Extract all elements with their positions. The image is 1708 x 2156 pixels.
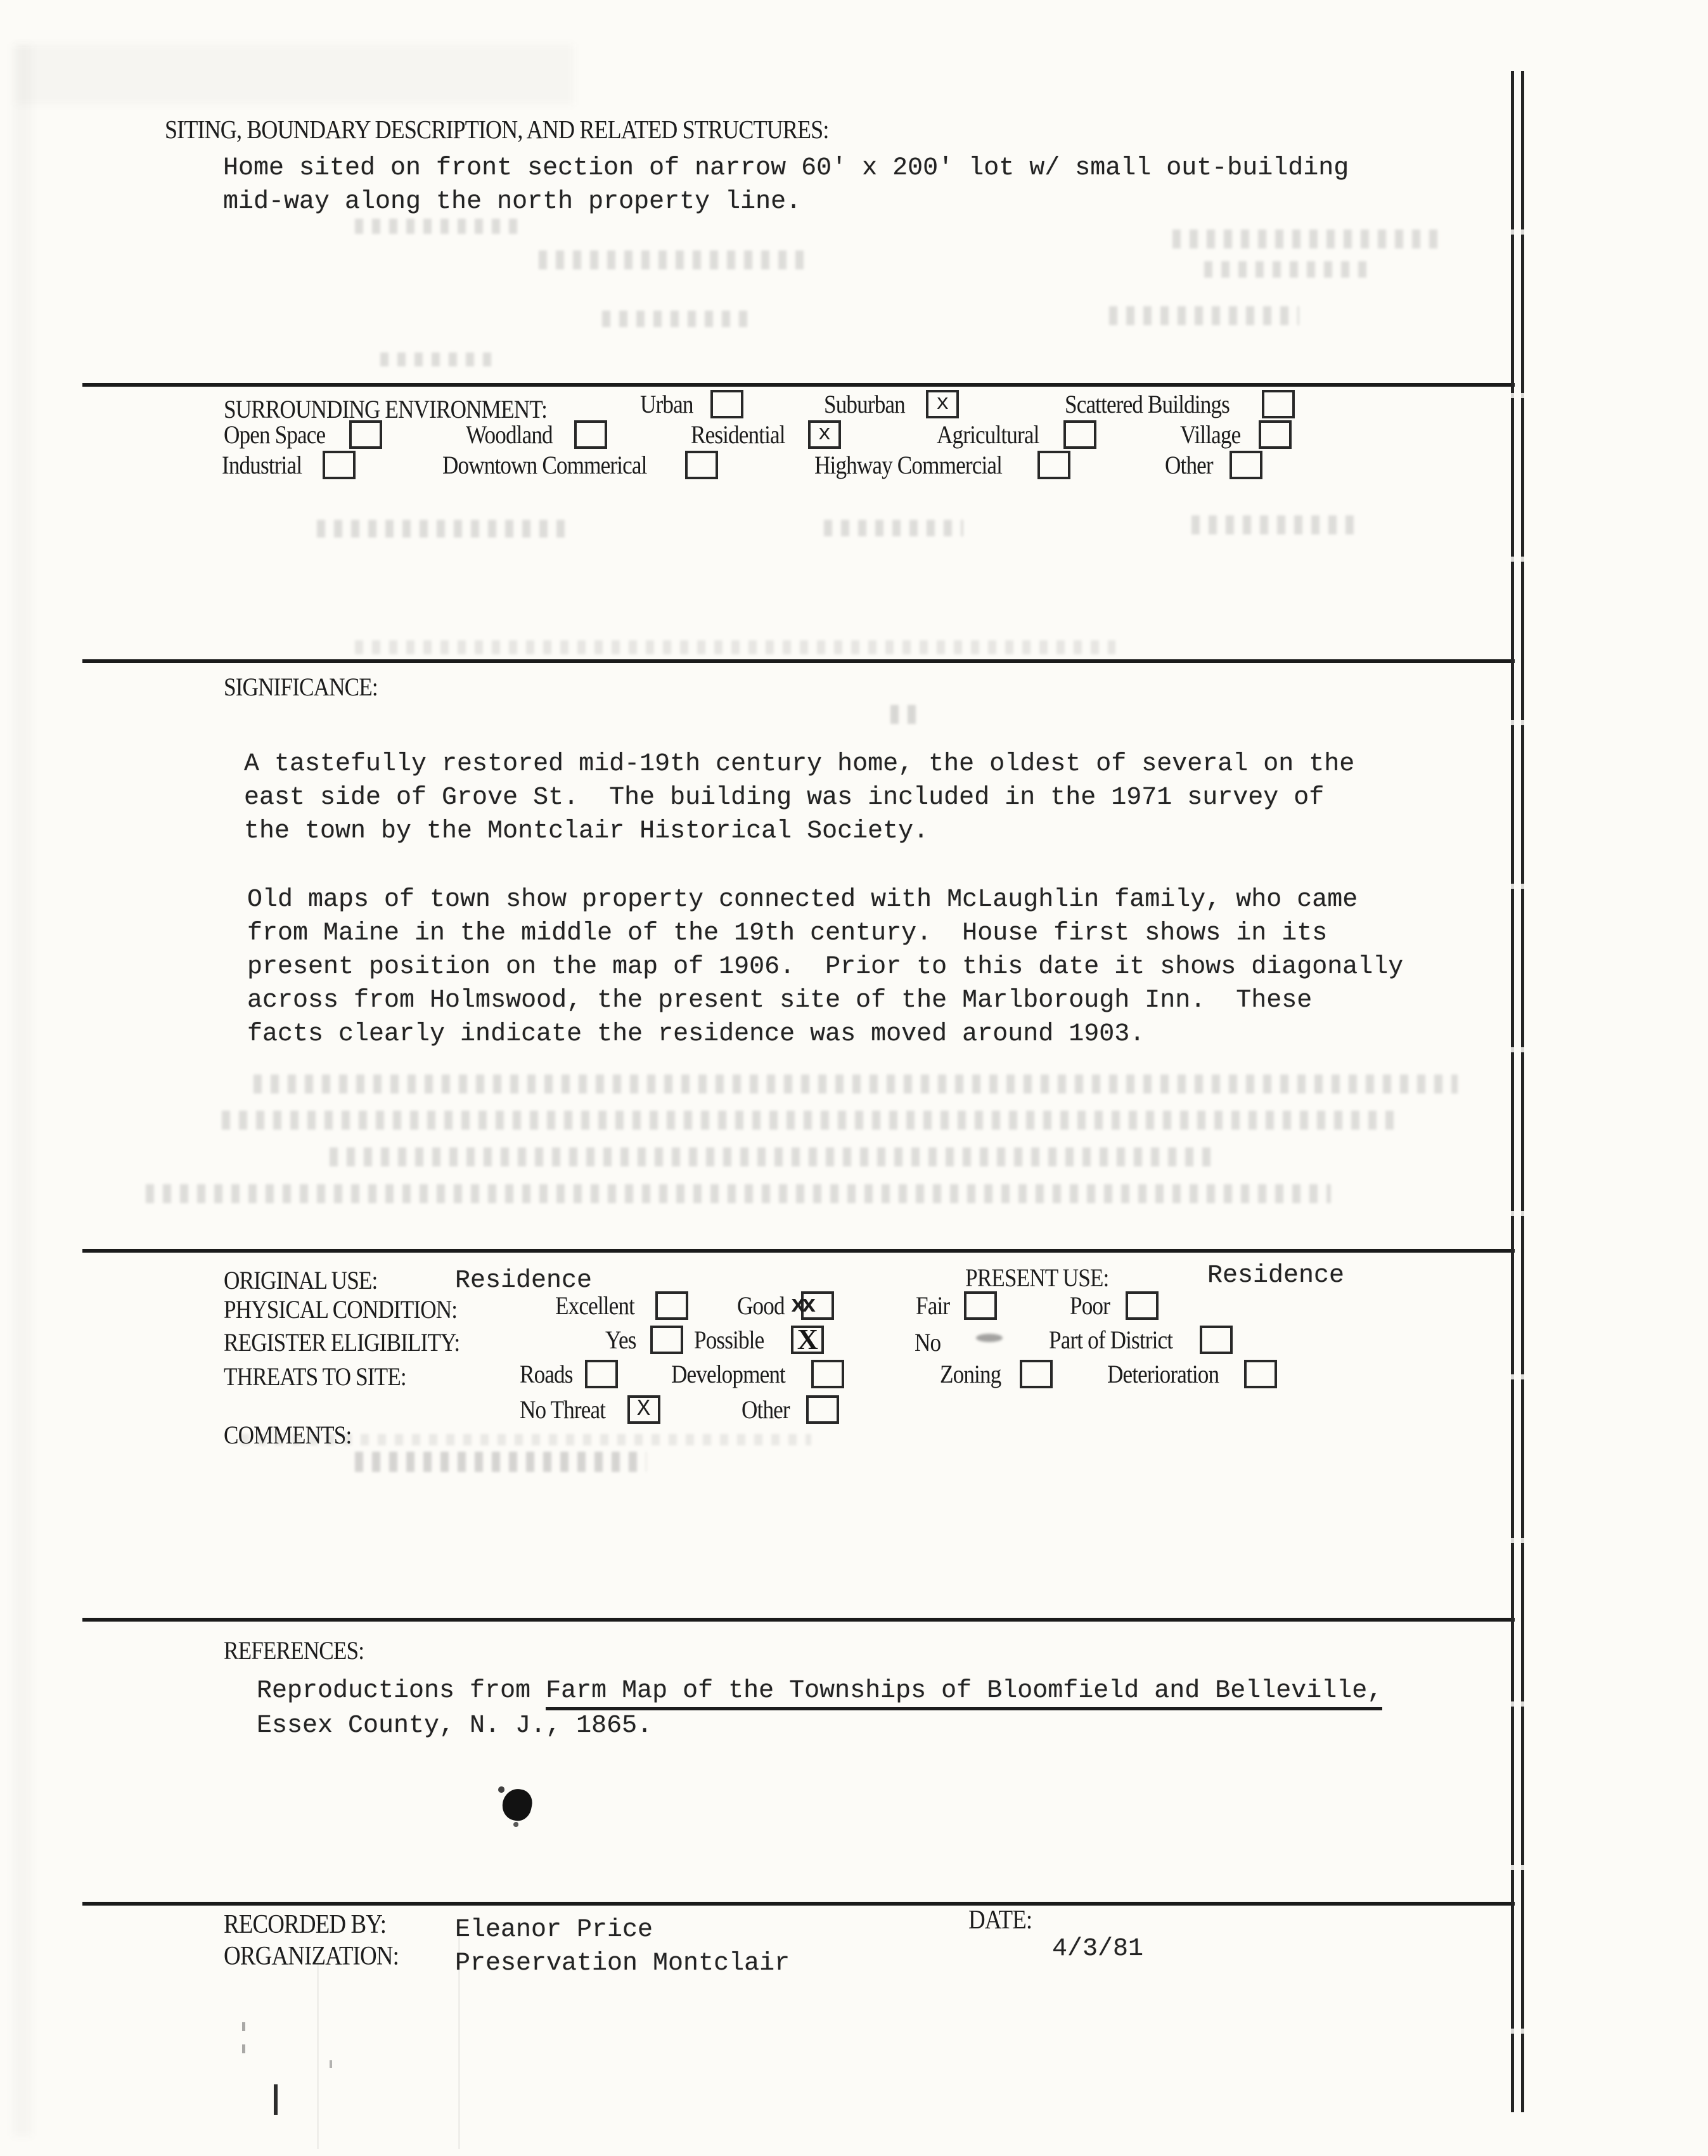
residential-checkbox <box>808 420 841 449</box>
other-environment-checkbox <box>1230 451 1262 479</box>
checkbox-item-yes <box>605 1325 683 1354</box>
fair-checkbox <box>964 1291 997 1320</box>
bleed-through-artifact <box>1191 515 1363 534</box>
significance-p1-line1: A tastefully restored mid-19th century home, the oldest of several on the <box>244 750 1355 778</box>
binding-edge-line <box>1511 71 1514 2112</box>
deterioration-checkbox <box>1244 1360 1277 1388</box>
section-divider <box>82 1618 1515 1622</box>
industrial-checkbox <box>323 451 356 479</box>
checkbox-item-village <box>1180 420 1292 449</box>
bleed-through-artifact <box>330 1147 1217 1166</box>
agricultural-checkbox <box>1063 420 1096 449</box>
checkbox-label: Open Space <box>224 420 326 449</box>
part-of-district-checkbox <box>1200 1326 1233 1354</box>
bleed-through-artifact <box>1172 229 1445 249</box>
siting-text-line2: mid-way along the north property line. <box>223 188 802 216</box>
present-use-value: Residence <box>1207 1262 1345 1290</box>
section-divider <box>82 1249 1515 1253</box>
surrounding-heading: SURROUNDING ENVIRONMENT: <box>224 395 548 423</box>
siting-heading: SITING, BOUNDARY DESCRIPTION, AND RELATED STRUCTURES: <box>165 115 829 144</box>
checkbox-label: Agricultural <box>937 420 1039 449</box>
bleed-through-artifact <box>380 352 494 366</box>
checkbox-item-suburban <box>824 389 959 418</box>
significance-p2-line5: facts clearly indicate the residence was moved around 1903. <box>247 1020 1145 1049</box>
section-divider <box>82 659 1515 663</box>
checkbox-item-other-threat <box>742 1395 839 1424</box>
ink-blot <box>499 1786 534 1823</box>
woodland-checkbox <box>574 420 607 449</box>
checkbox-label: Urban <box>640 389 693 418</box>
checkbox-label: Highway Commercial <box>814 450 1002 479</box>
checkbox-item-highway-commercial <box>814 450 1070 479</box>
checkbox-item-scattered-buildings <box>1065 389 1295 418</box>
bleed-through-artifact <box>1204 261 1369 278</box>
checkbox-item-no-threat <box>520 1395 660 1424</box>
speck-artifact <box>330 2060 332 2068</box>
significance-p2-line1: Old maps of town show property connected with McLaughlin family, who came <box>247 886 1358 914</box>
organization-label: ORGANIZATION: <box>224 1942 399 1971</box>
siting-text-line1: Home sited on front section of narrow 60' x 200' lot w/ small out-building <box>223 154 1349 183</box>
x-mark: X <box>636 1396 651 1422</box>
checkbox-label: Residential <box>691 420 785 449</box>
date-value: 4/3/81 <box>1052 1935 1144 1963</box>
checkbox-item-open-space <box>224 420 382 449</box>
bleed-through-artifact <box>602 311 748 327</box>
checkbox-label: Deterioration <box>1107 1359 1219 1388</box>
significance-p2-line3: present position on the map of 1906. Prior to this date it shows diagonally <box>247 953 1404 981</box>
zoning-checkbox <box>1020 1360 1053 1388</box>
open-space-checkbox <box>349 420 382 449</box>
checkbox-item-downtown-commercial <box>442 450 718 479</box>
checkbox-item-woodland <box>466 420 607 449</box>
highway-commercial-checkbox <box>1037 451 1070 479</box>
section-divider <box>82 1902 1515 1906</box>
checkbox-item-industrial <box>222 450 356 479</box>
present-use-label: PRESENT USE: <box>965 1263 1109 1292</box>
section-divider <box>82 383 1515 387</box>
scattered-buildings-checkbox <box>1262 390 1295 418</box>
checkbox-item-other-environment <box>1165 450 1262 479</box>
checkbox-label: Zoning <box>940 1359 1001 1388</box>
yes-checkbox <box>650 1326 683 1354</box>
development-checkbox <box>811 1360 844 1388</box>
checkbox-item-good <box>737 1291 834 1320</box>
significance-p1-line3: the town by the Montclair Historical Society. <box>244 817 929 846</box>
references-line1-prefix: Reproductions from <box>257 1677 546 1705</box>
checkbox-item-possible <box>694 1325 824 1354</box>
checkbox-label: Scattered Buildings <box>1065 389 1230 418</box>
checkbox-label: Other <box>742 1395 790 1424</box>
tick-mark-artifact <box>274 2084 278 2115</box>
excellent-checkbox <box>655 1291 688 1320</box>
fold-line-artifact <box>458 1927 460 2149</box>
bleed-through-artifact <box>241 1434 811 1445</box>
urban-checkbox <box>710 390 743 418</box>
no-threat-checkbox <box>627 1395 660 1424</box>
bleed-through-artifact <box>355 640 1115 654</box>
checkbox-label: Suburban <box>824 389 905 418</box>
possible-checkbox <box>791 1323 824 1355</box>
scan-noise-patch <box>16 44 574 105</box>
significance-p1-line2: east side of Grove St. The building was included in the 1971 survey of <box>244 784 1325 812</box>
checkbox-item-fair <box>916 1291 997 1320</box>
bleed-through-artifact <box>355 219 520 234</box>
checkbox-label: Possible <box>694 1325 764 1354</box>
downtown-commercial-checkbox <box>685 451 718 479</box>
significance-p2-line2: from Maine in the middle of the 19th century. House first shows in its <box>247 919 1328 948</box>
checkbox-label: Downtown Commerical <box>442 450 647 479</box>
checkbox-label: Village <box>1180 420 1241 449</box>
scan-edge-streak <box>13 44 32 2136</box>
bleed-through-artifact <box>1109 306 1299 325</box>
poor-checkbox <box>1126 1291 1159 1320</box>
bleed-through-artifact <box>254 1075 1458 1094</box>
checkbox-label: Part of District <box>1049 1325 1173 1354</box>
checkbox-label: Yes <box>605 1325 636 1354</box>
no-label: No <box>915 1328 941 1357</box>
checkbox-label: Woodland <box>466 420 553 449</box>
village-checkbox <box>1259 420 1292 449</box>
checkbox-label: Excellent <box>555 1291 635 1320</box>
recorded-by-value: Eleanor Price <box>455 1916 653 1944</box>
references-line2: Essex County, N. J., 1865. <box>257 1712 653 1740</box>
checkbox-label: Industrial <box>222 450 302 479</box>
xx-mark: xx <box>790 1291 812 1319</box>
register-eligibility-label: REGISTER ELIGIBILITY: <box>224 1328 460 1357</box>
bleed-through-artifact <box>539 250 805 269</box>
checkbox-label: Other <box>1165 450 1213 479</box>
bleed-through-artifact <box>317 520 570 538</box>
threats-to-site-label: THREATS TO SITE: <box>224 1362 406 1391</box>
checkbox-label: Development <box>671 1359 785 1388</box>
checkbox-item-deterioration <box>1107 1359 1277 1388</box>
checkbox-item-urban <box>640 389 743 418</box>
checkbox-label: Fair <box>916 1291 950 1320</box>
bleed-through-artifact <box>146 1184 1331 1203</box>
x-mark: X <box>797 1323 818 1355</box>
original-use-label: ORIGINAL USE: <box>224 1266 378 1294</box>
pencil-mark-artifact <box>890 705 919 724</box>
bleed-through-artifact <box>355 1452 646 1472</box>
date-label: DATE: <box>968 1906 1032 1935</box>
bleed-through-artifact <box>222 1111 1394 1130</box>
good-checkbox <box>790 1291 834 1320</box>
references-line1 <box>257 1677 1382 1705</box>
original-use-value: Residence <box>455 1267 593 1295</box>
no-smudge-mark <box>976 1334 1003 1342</box>
x-mark: x <box>936 392 949 416</box>
physical-condition-label: PHYSICAL CONDITION: <box>224 1295 458 1324</box>
x-mark: x <box>818 422 832 446</box>
bleed-through-artifact <box>824 520 963 536</box>
recorded-by-label: RECORDED BY: <box>224 1910 387 1939</box>
speck-artifact <box>242 2044 245 2053</box>
roads-checkbox <box>585 1360 618 1388</box>
checkbox-item-agricultural <box>937 420 1096 449</box>
ink-blot-speck <box>498 1786 504 1793</box>
references-heading: REFERENCES: <box>224 1636 364 1665</box>
binding-edge-line <box>1521 71 1524 2112</box>
checkbox-item-excellent <box>555 1291 688 1320</box>
ink-blot-speck <box>513 1822 518 1827</box>
fold-line-artifact <box>317 1959 319 2149</box>
checkbox-item-zoning <box>940 1359 1053 1388</box>
organization-value: Preservation Montclair <box>455 1949 790 1978</box>
checkbox-item-development <box>671 1359 844 1388</box>
checkbox-item-part-of-district <box>1049 1325 1233 1354</box>
significance-p2-line4: across from Holmswood, the present site of the Marlborough Inn. These <box>247 986 1313 1015</box>
checkbox-label: Poor <box>1070 1291 1110 1320</box>
references-title-underlined: Farm Map of the Townships of Bloomfield and Belleville, <box>546 1677 1382 1710</box>
other-threat-checkbox <box>806 1395 839 1424</box>
checkbox-label: Good <box>737 1291 785 1320</box>
significance-heading: SIGNIFICANCE: <box>224 673 378 701</box>
speck-artifact <box>242 2022 245 2031</box>
suburban-checkbox <box>926 390 959 418</box>
checkbox-label: No Threat <box>520 1395 606 1424</box>
checkbox-item-residential <box>691 420 841 449</box>
checkbox-item-poor <box>1070 1291 1159 1320</box>
checkbox-item-roads <box>520 1359 618 1388</box>
comments-label: COMMENTS: <box>224 1421 352 1449</box>
checkbox-label: Roads <box>520 1359 573 1388</box>
